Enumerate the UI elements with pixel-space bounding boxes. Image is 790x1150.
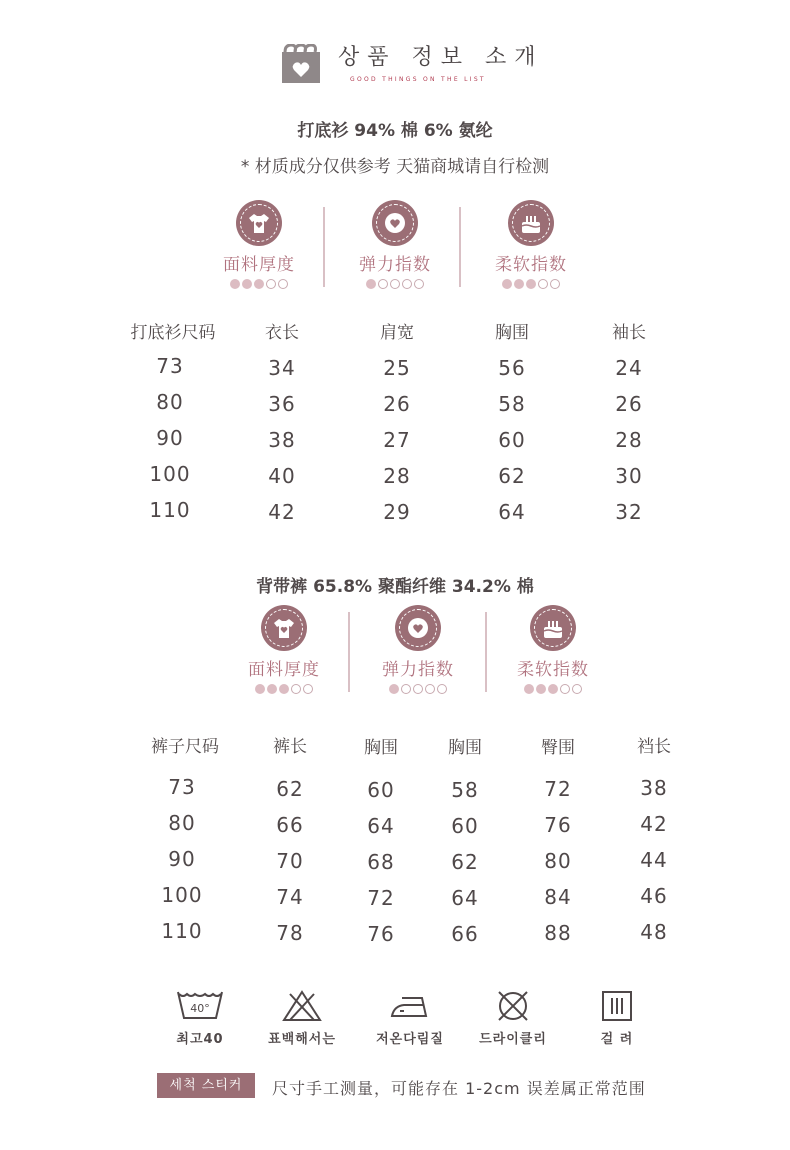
table-cell: 27: [383, 428, 411, 452]
table-cell: 110: [149, 498, 191, 522]
table-cell: 88: [544, 921, 572, 945]
table-cell: 29: [383, 500, 411, 524]
material-composition-top: 打底衫 94% 棉 6% 氨纶: [297, 121, 493, 141]
table-cell: 62: [498, 464, 526, 488]
material-composition-bottom: 背带裤 65.8% 聚酯纤维 34.2% 棉: [256, 577, 534, 597]
table-header: 胸围: [364, 738, 398, 758]
table-cell: 44: [640, 848, 668, 872]
table-cell: 62: [451, 850, 479, 874]
table-cell: 60: [451, 814, 479, 838]
metric-thickness-bottom: [229, 605, 339, 694]
table-cell: 46: [640, 884, 668, 908]
table-cell: 34: [268, 356, 296, 380]
table-cell: 64: [498, 500, 526, 524]
table-header: 袖长: [612, 323, 646, 343]
table-cell: 80: [168, 811, 196, 835]
care-wash-40: [160, 990, 240, 1047]
metric-label: 弹力指数: [382, 660, 454, 680]
table-cell: 110: [161, 919, 203, 943]
table-cell: 66: [276, 813, 304, 837]
table-cell: 100: [161, 883, 203, 907]
table-cell: 30: [615, 464, 643, 488]
divider: [323, 207, 325, 287]
metric-elasticity-bottom: [363, 605, 473, 694]
table-cell: 56: [498, 356, 526, 380]
care-no-dry-clean: [473, 990, 553, 1047]
table-cell: 26: [383, 392, 411, 416]
table-cell: 76: [367, 922, 395, 946]
metric-softness-bottom: [498, 605, 608, 694]
metric-rating: [363, 684, 473, 694]
metric-rating: [476, 279, 586, 289]
metric-rating: [229, 684, 339, 694]
table-header: 裤子尺码: [151, 737, 219, 757]
table-header: 裤长: [273, 737, 307, 757]
table-header: 臀围: [541, 738, 575, 758]
metric-label: 面料厚度: [248, 660, 320, 680]
table-cell: 64: [367, 814, 395, 838]
cake-icon: [508, 200, 554, 246]
divider: [459, 207, 461, 287]
hang-dry-icon: [599, 990, 635, 1022]
cake-icon: [530, 605, 576, 651]
tshirt-icon: [261, 605, 307, 651]
table-cell: 84: [544, 885, 572, 909]
table-header: 打底衫尺码: [130, 323, 216, 343]
table-header: 裆长: [637, 737, 671, 757]
heart-badge-icon: [372, 200, 418, 246]
divider: [348, 612, 350, 692]
care-label: 걸 려: [600, 1032, 634, 1047]
table-cell: 76: [544, 813, 572, 837]
table-cell: 25: [383, 356, 411, 380]
table-cell: 90: [156, 426, 184, 450]
table-cell: 90: [168, 847, 196, 871]
care-label: 저온다림질: [376, 1032, 444, 1047]
table-cell: 42: [268, 500, 296, 524]
table-cell: 62: [276, 777, 304, 801]
metric-label: 柔软指数: [495, 255, 567, 275]
care-hang-dry: [577, 990, 657, 1047]
care-label: 드라이클리: [479, 1032, 547, 1047]
care-iron-low: [370, 990, 450, 1047]
no-dry-clean-icon: [495, 990, 531, 1022]
table-cell: 73: [168, 775, 196, 799]
divider: [485, 612, 487, 692]
table-cell: 36: [268, 392, 296, 416]
care-no-bleach: [262, 990, 342, 1047]
table-cell: 42: [640, 812, 668, 836]
table-header: 衣长: [265, 323, 299, 343]
table-cell: 48: [640, 920, 668, 944]
metric-label: 弹力指数: [359, 255, 431, 275]
table-cell: 60: [498, 428, 526, 452]
table-cell: 72: [367, 886, 395, 910]
care-label: 표백해서는: [268, 1032, 336, 1047]
measurement-note: 尺寸手工测量，可能存在 1-2cm 误差属正常范围: [272, 1079, 646, 1098]
iron-low-icon: [386, 990, 434, 1022]
metric-rating: [340, 279, 450, 289]
table-cell: 80: [544, 849, 572, 873]
tshirt-icon: [236, 200, 282, 246]
table-cell: 73: [156, 354, 184, 378]
metric-rating: [498, 684, 608, 694]
metric-softness-top: [476, 200, 586, 289]
wash-temperature: 40°: [190, 1002, 210, 1015]
table-header: 肩宽: [380, 323, 414, 343]
table-cell: 58: [451, 778, 479, 802]
table-cell: 68: [367, 850, 395, 874]
material-note: * 材质成分仅供参考 天猫商城请自行检测: [240, 157, 550, 177]
table-cell: 38: [640, 776, 668, 800]
table-cell: 58: [498, 392, 526, 416]
table-cell: 70: [276, 849, 304, 873]
table-cell: 60: [367, 778, 395, 802]
table-cell: 80: [156, 390, 184, 414]
metric-rating: [204, 279, 314, 289]
shopping-bag-heart-icon: [281, 44, 321, 84]
wash-40-icon: [176, 990, 224, 1022]
heart-badge-icon: [395, 605, 441, 651]
table-cell: 32: [615, 500, 643, 524]
table-cell: 100: [149, 462, 191, 486]
table-cell: 26: [615, 392, 643, 416]
table-cell: 72: [544, 777, 572, 801]
no-bleach-icon: [282, 990, 322, 1022]
table-cell: 74: [276, 885, 304, 909]
wash-sticker-badge: 세척 스티커: [157, 1073, 255, 1098]
table-cell: 64: [451, 886, 479, 910]
table-header: 胸围: [448, 738, 482, 758]
metric-thickness-top: [204, 200, 314, 289]
metric-label: 柔软指数: [517, 660, 589, 680]
table-cell: 38: [268, 428, 296, 452]
table-cell: 78: [276, 921, 304, 945]
table-cell: 24: [615, 356, 643, 380]
metric-elasticity-top: [340, 200, 450, 289]
table-cell: 28: [615, 428, 643, 452]
table-cell: 66: [451, 922, 479, 946]
care-label: 최고40: [176, 1032, 224, 1047]
table-cell: 40: [268, 464, 296, 488]
table-header: 胸围: [495, 323, 529, 343]
header-subtitle: GOOD THINGS ON THE LIST: [350, 76, 486, 83]
table-cell: 28: [383, 464, 411, 488]
metric-label: 面料厚度: [223, 255, 295, 275]
header-title: 상품 정보 소개: [338, 45, 544, 70]
